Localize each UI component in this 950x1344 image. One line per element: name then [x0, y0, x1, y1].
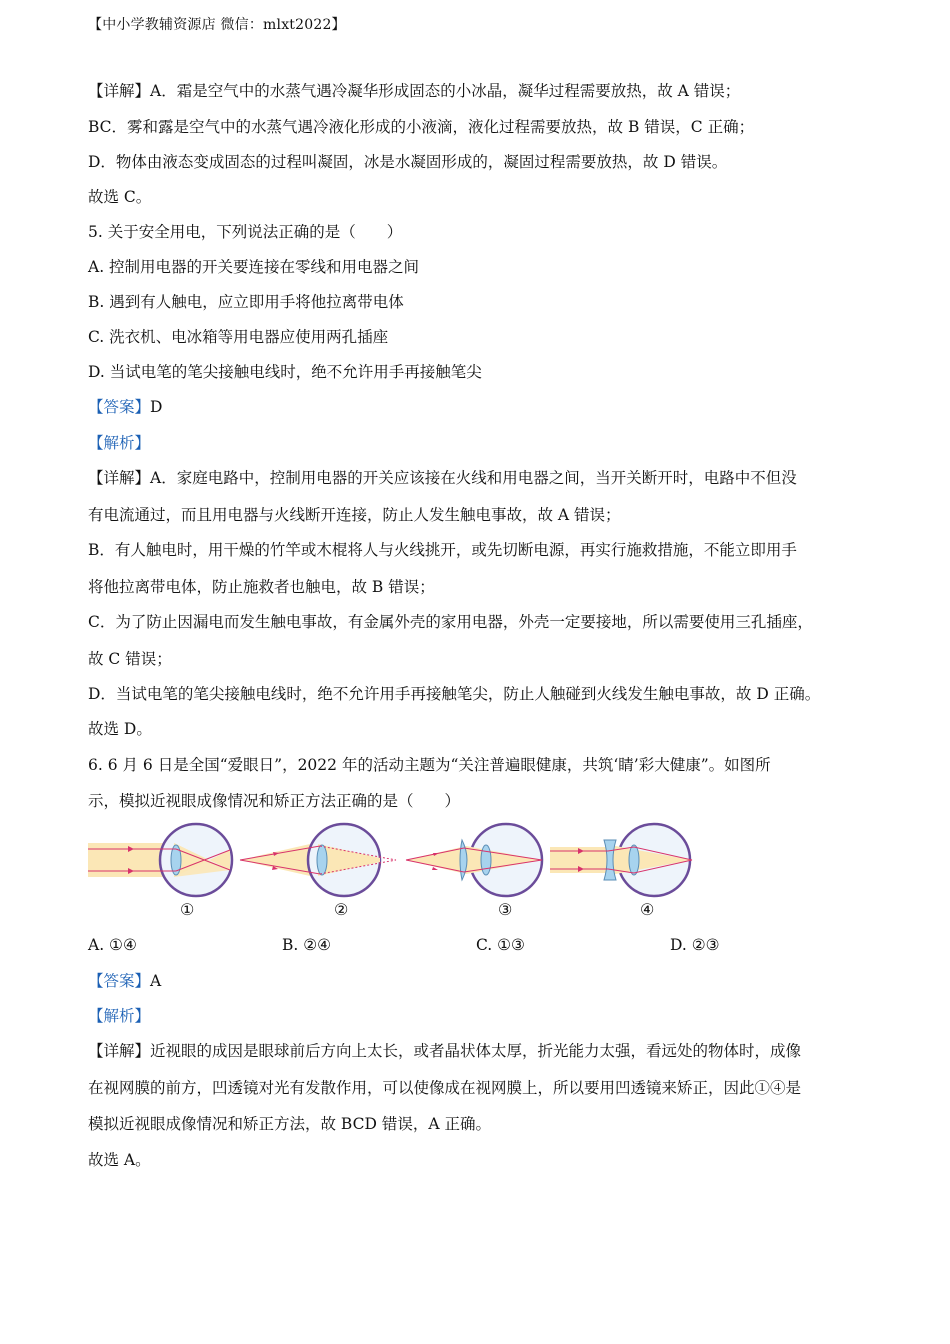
q5-detail-line-3: B．有人触电时，用干燥的竹竿或木棍将人与火线挑开，或先切断电源，再实行施救措施，不能立即用手	[88, 541, 797, 559]
q6-detail-line-3: 模拟近视眼成像情况和矫正方法，故 BCD 错误，A 正确。	[88, 1115, 491, 1133]
q4-detail-a	[88, 80, 866, 102]
eye-diagram-4	[550, 824, 692, 896]
figure-label-1: ①	[180, 900, 195, 919]
figure-label-4: ④	[640, 900, 655, 919]
q4-detail-d: D．物体由液态变成固态的过程叫凝固，冰是水凝固形成的，凝固过程需要放热，故 D 错误。	[88, 153, 728, 171]
q5-option-b: B. 遇到有人触电，应立即用手将他拉离带电体	[88, 293, 404, 311]
q5-detail-line-6: 故 C 错误；	[88, 650, 172, 668]
q5-detail-line-1	[88, 467, 866, 489]
q5-detail-line-5: C．为了防止因漏电而发生触电事故，有金属外壳的家用电器，外壳一定要接地，所以需要使用三孔插座，	[88, 613, 813, 631]
detail-tag: 【详解】	[88, 1042, 151, 1060]
q5-detail-line-2: 有电流通过，而且用电器与火线断开连接，防止人发生触电事故，故 A 错误；	[88, 506, 621, 524]
figure-label-2: ②	[334, 900, 349, 919]
detail-text: A．霜是空气中的水蒸气遇冷凝华形成固态的小冰晶，凝华过程需要放热，故 A 错误；	[150, 82, 741, 100]
eye-diagram-2	[240, 824, 396, 896]
eye-diagram-1	[88, 824, 232, 896]
detail-tag: 【详解】	[88, 82, 151, 100]
answer-value: A	[150, 972, 162, 990]
figure-label-3: ③	[498, 900, 513, 919]
q5-detail-line-4: 将他拉离带电体，防止施救者也触电，故 B 错误；	[88, 578, 435, 596]
q6-stem-line-1: 6. 6 月 6 日是全国“爱眼日”，2022 年的活动主题为“关注普遍眼健康，共筑‘睛’彩大健康”。如图所	[88, 756, 771, 774]
q6-detail-line-2: 在视网膜的前方，凹透镜对光有发散作用，可以使像成在视网膜上，所以要用凹透镜来矫正，因此①④是	[88, 1079, 802, 1097]
answer-value: D	[150, 398, 163, 416]
eye-diagram	[88, 820, 708, 900]
q5-detail-line-7: D．当试电笔的笔尖接触电线时，绝不允许用手再接触笔尖，防止人触碰到火线发生触电事故，故 D 正确。	[88, 685, 821, 703]
q5-answer	[88, 396, 866, 418]
q6-analysis	[88, 1005, 866, 1027]
q6-answer	[88, 970, 866, 992]
q5-choose: 故选 D。	[88, 720, 152, 738]
answer-tag: 【答案】	[88, 398, 151, 416]
detail-text: A．家庭电路中，控制用电器的开关应该接在火线和用电器之间，当开关断开时，电路中不但没	[150, 469, 797, 487]
q6-option-c: C. ①③	[476, 936, 525, 954]
q5-option-d: D. 当试电笔的笔尖接触电线时，绝不允许用手再接触笔尖	[88, 363, 482, 381]
q6-option-d: D. ②③	[670, 936, 720, 954]
detail-tag: 【详解】	[88, 469, 151, 487]
q6-option-b: B. ②④	[282, 936, 332, 954]
watermark-header: 【中小学教辅资源店 微信：mlxt2022】	[88, 17, 346, 33]
analysis-tag: 【解析】	[88, 434, 151, 452]
q4-choose: 故选 C。	[88, 188, 152, 206]
q5-analysis	[88, 432, 866, 454]
detail-text: 近视眼的成因是眼球前后方向上太长，或者晶状体太厚，折光能力太强，看远处的物体时，成像	[150, 1042, 802, 1060]
eye-diagram-3	[406, 824, 542, 896]
q6-detail-line-1	[88, 1040, 866, 1062]
q4-detail-bc: BC．雾和露是空气中的水蒸气遇冷液化形成的小液滴，液化过程需要放热，故 B 错误，C 正确；	[88, 118, 755, 136]
q6-option-a: A. ①④	[88, 936, 137, 954]
q6-stem-line-2: 示，模拟近视眼成像情况和矫正方法正确的是（ ）	[88, 792, 461, 810]
answer-tag: 【答案】	[88, 972, 151, 990]
q5-stem: 5. 关于安全用电，下列说法正确的是（ ）	[88, 223, 403, 241]
q6-choose: 故选 A。	[88, 1151, 151, 1169]
q5-option-a: A. 控制用电器的开关要连接在零线和用电器之间	[88, 258, 420, 276]
q5-option-c: C. 洗衣机、电冰箱等用电器应使用两孔插座	[88, 328, 389, 346]
analysis-tag: 【解析】	[88, 1007, 151, 1025]
